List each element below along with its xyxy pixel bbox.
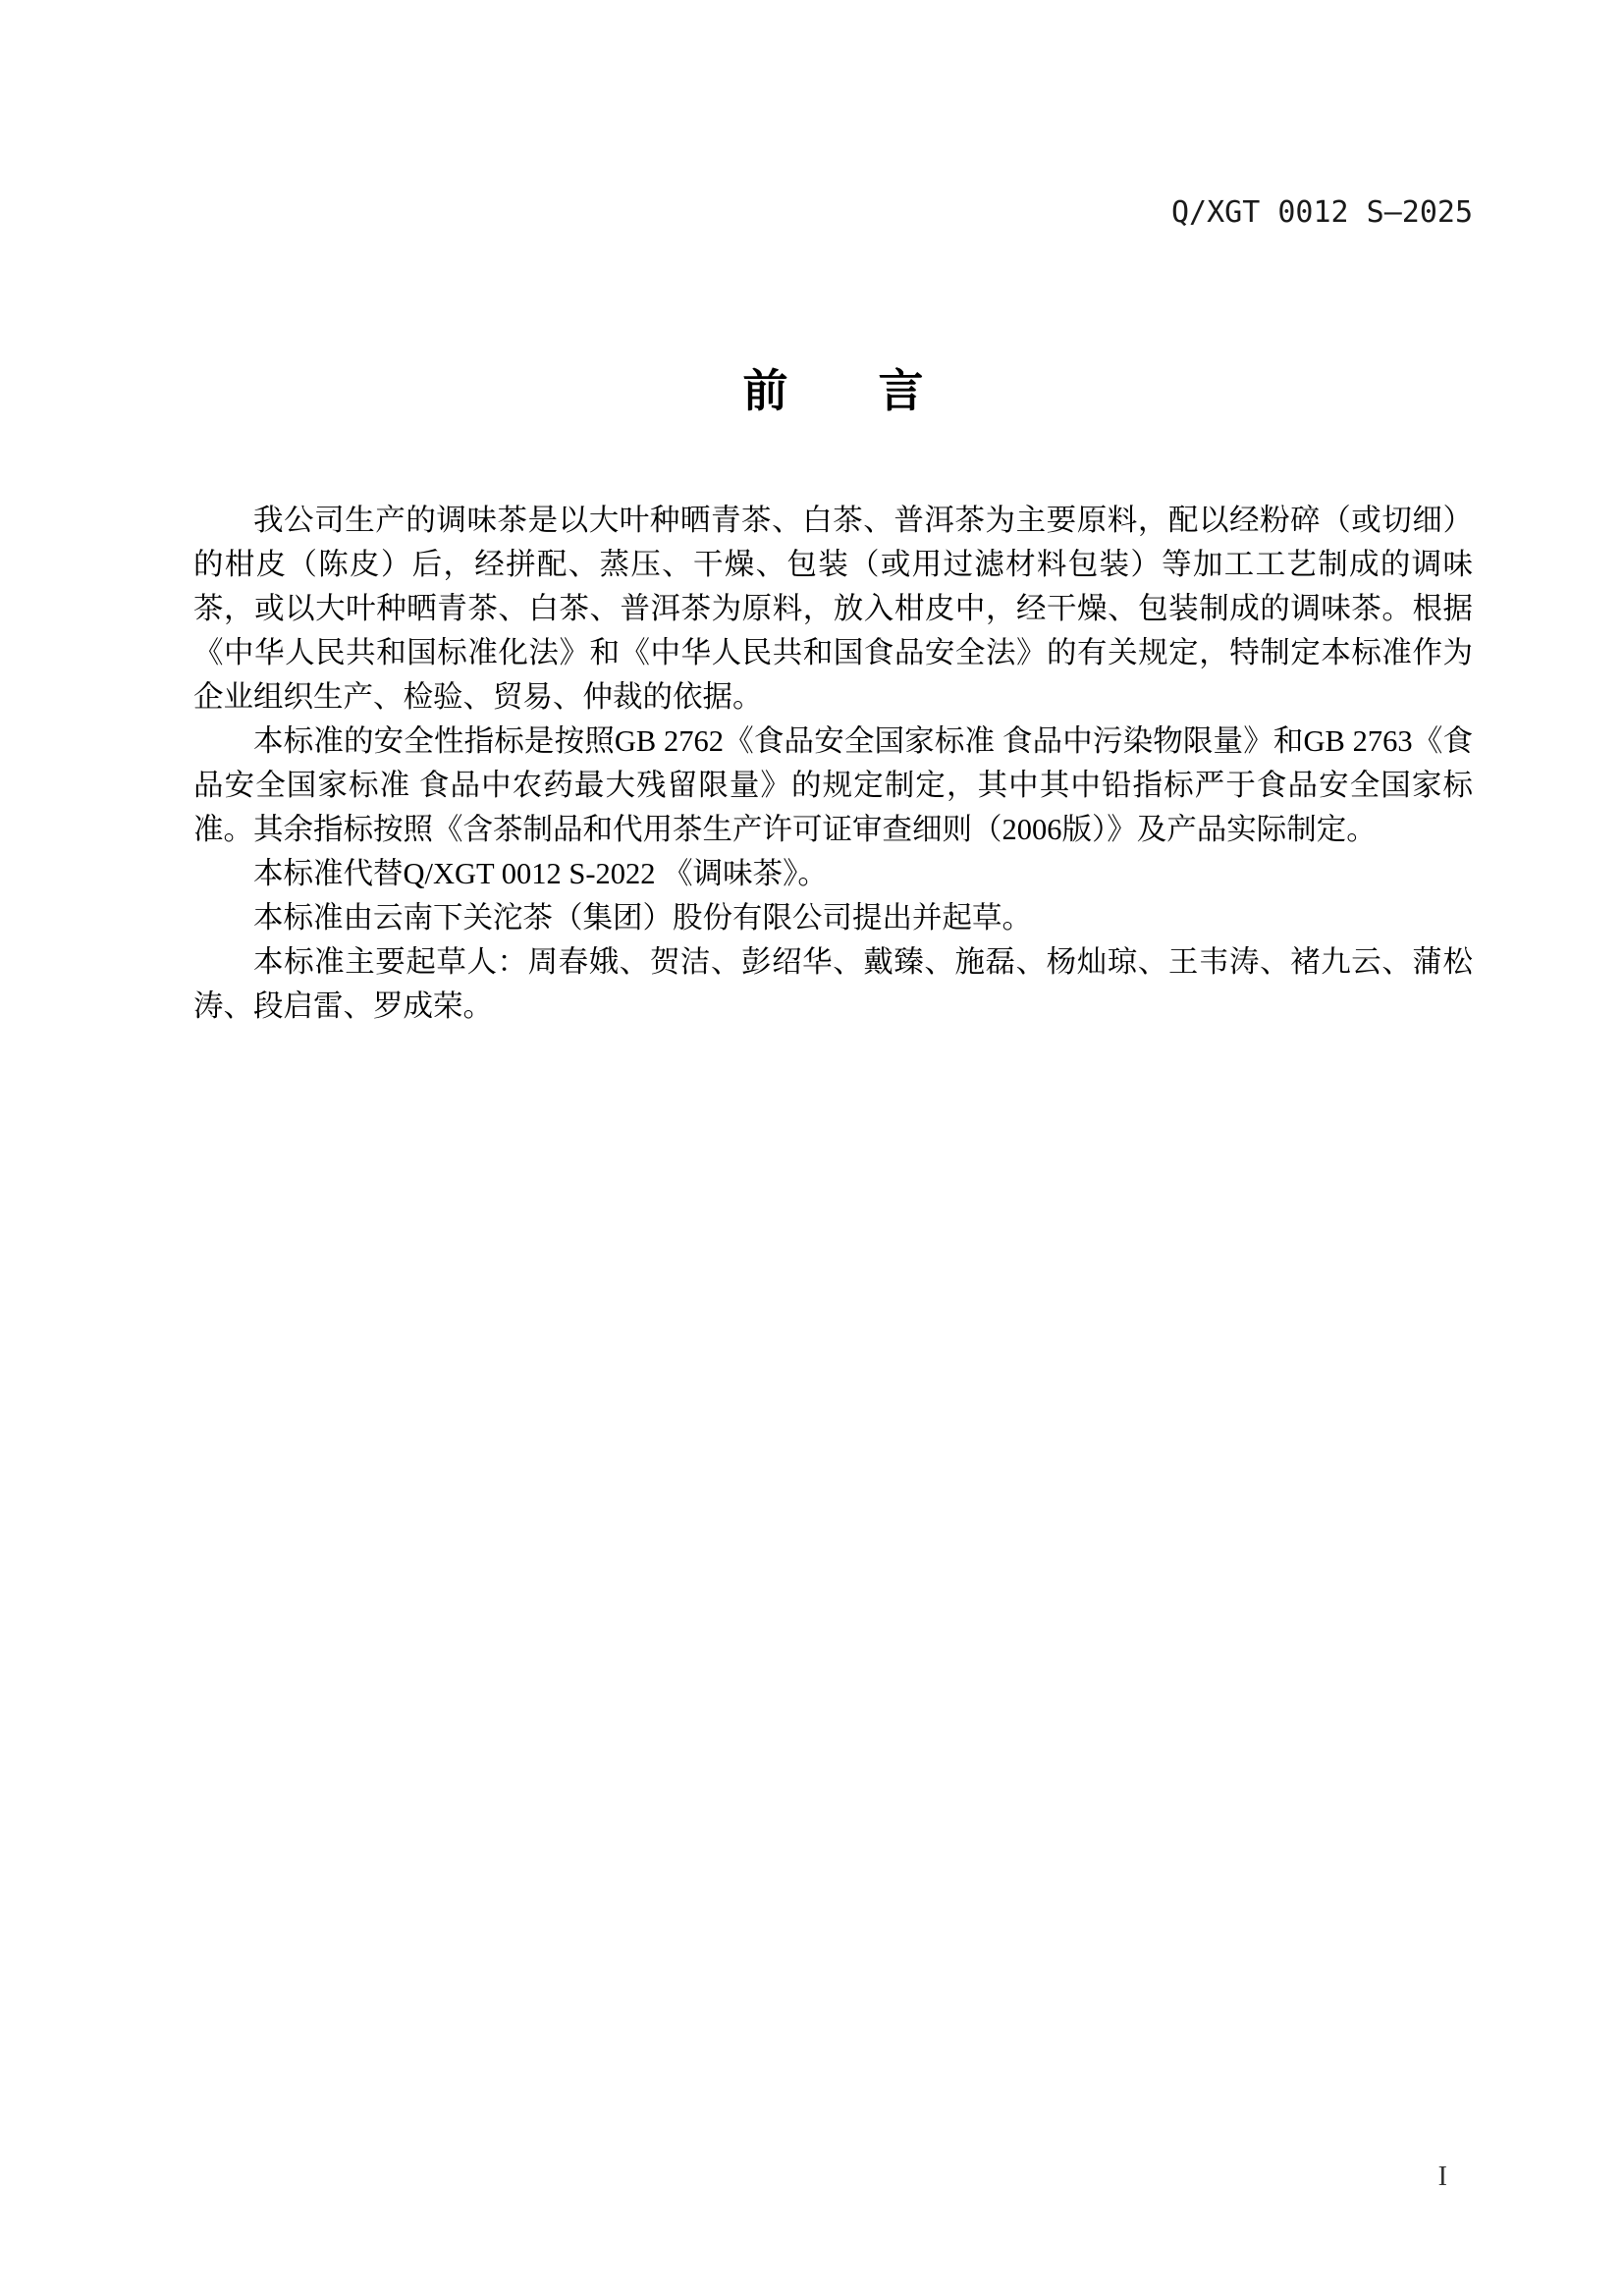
- paragraph-safety-indicators: 本标准的安全性指标是按照GB 2762《食品安全国家标准 食品中污染物限量》和GB 2763《食品安全国家标准 食品中农药最大残留限量》的规定制定，其中其中铅指标严于食品安全国家标准。其余指标按照《含茶制品和代用茶生产许可证审查细则（2006版）》及产品实际制定。: [193, 724, 1473, 846]
- paragraph-proposed-by: 本标准由云南下关沱茶（集团）股份有限公司提出并起草。: [253, 901, 1032, 934]
- paragraph-replaces: 本标准代替Q/XGT 0012 S-2022 《调味茶》。: [253, 857, 828, 890]
- paragraph-scope: 我公司生产的调味茶是以大叶种晒青茶、白茶、普洱茶为主要原料，配以经粉碎（或切细）的柑皮（陈皮）后，经拼配、蒸压、干燥、包装（或用过滤材料包装）等加工工艺制成的调味茶，或以大叶种晒青茶、白茶、普洱茶为原料，放入柑皮中，经干燥、包装制成的调味茶。根据《中华人民共和国标准化法》和《中华人民共和国食品安全法》的有关规定，特制定本标准作为企业组织生产、检验、贸易、仲裁的依据。: [193, 504, 1473, 714]
- paragraph-drafters: 本标准主要起草人：周春娥、贺洁、彭绍华、戴臻、施磊、杨灿琼、王韦涛、褚九云、蒲松涛、段启雷、罗成荣。: [193, 945, 1473, 1023]
- standard-code: Q/XGT 0012 S—2025: [1170, 195, 1473, 230]
- page-number: I: [1437, 2162, 1447, 2192]
- foreword-body: [193, 499, 1473, 1029]
- document-title: 前 言: [742, 364, 924, 417]
